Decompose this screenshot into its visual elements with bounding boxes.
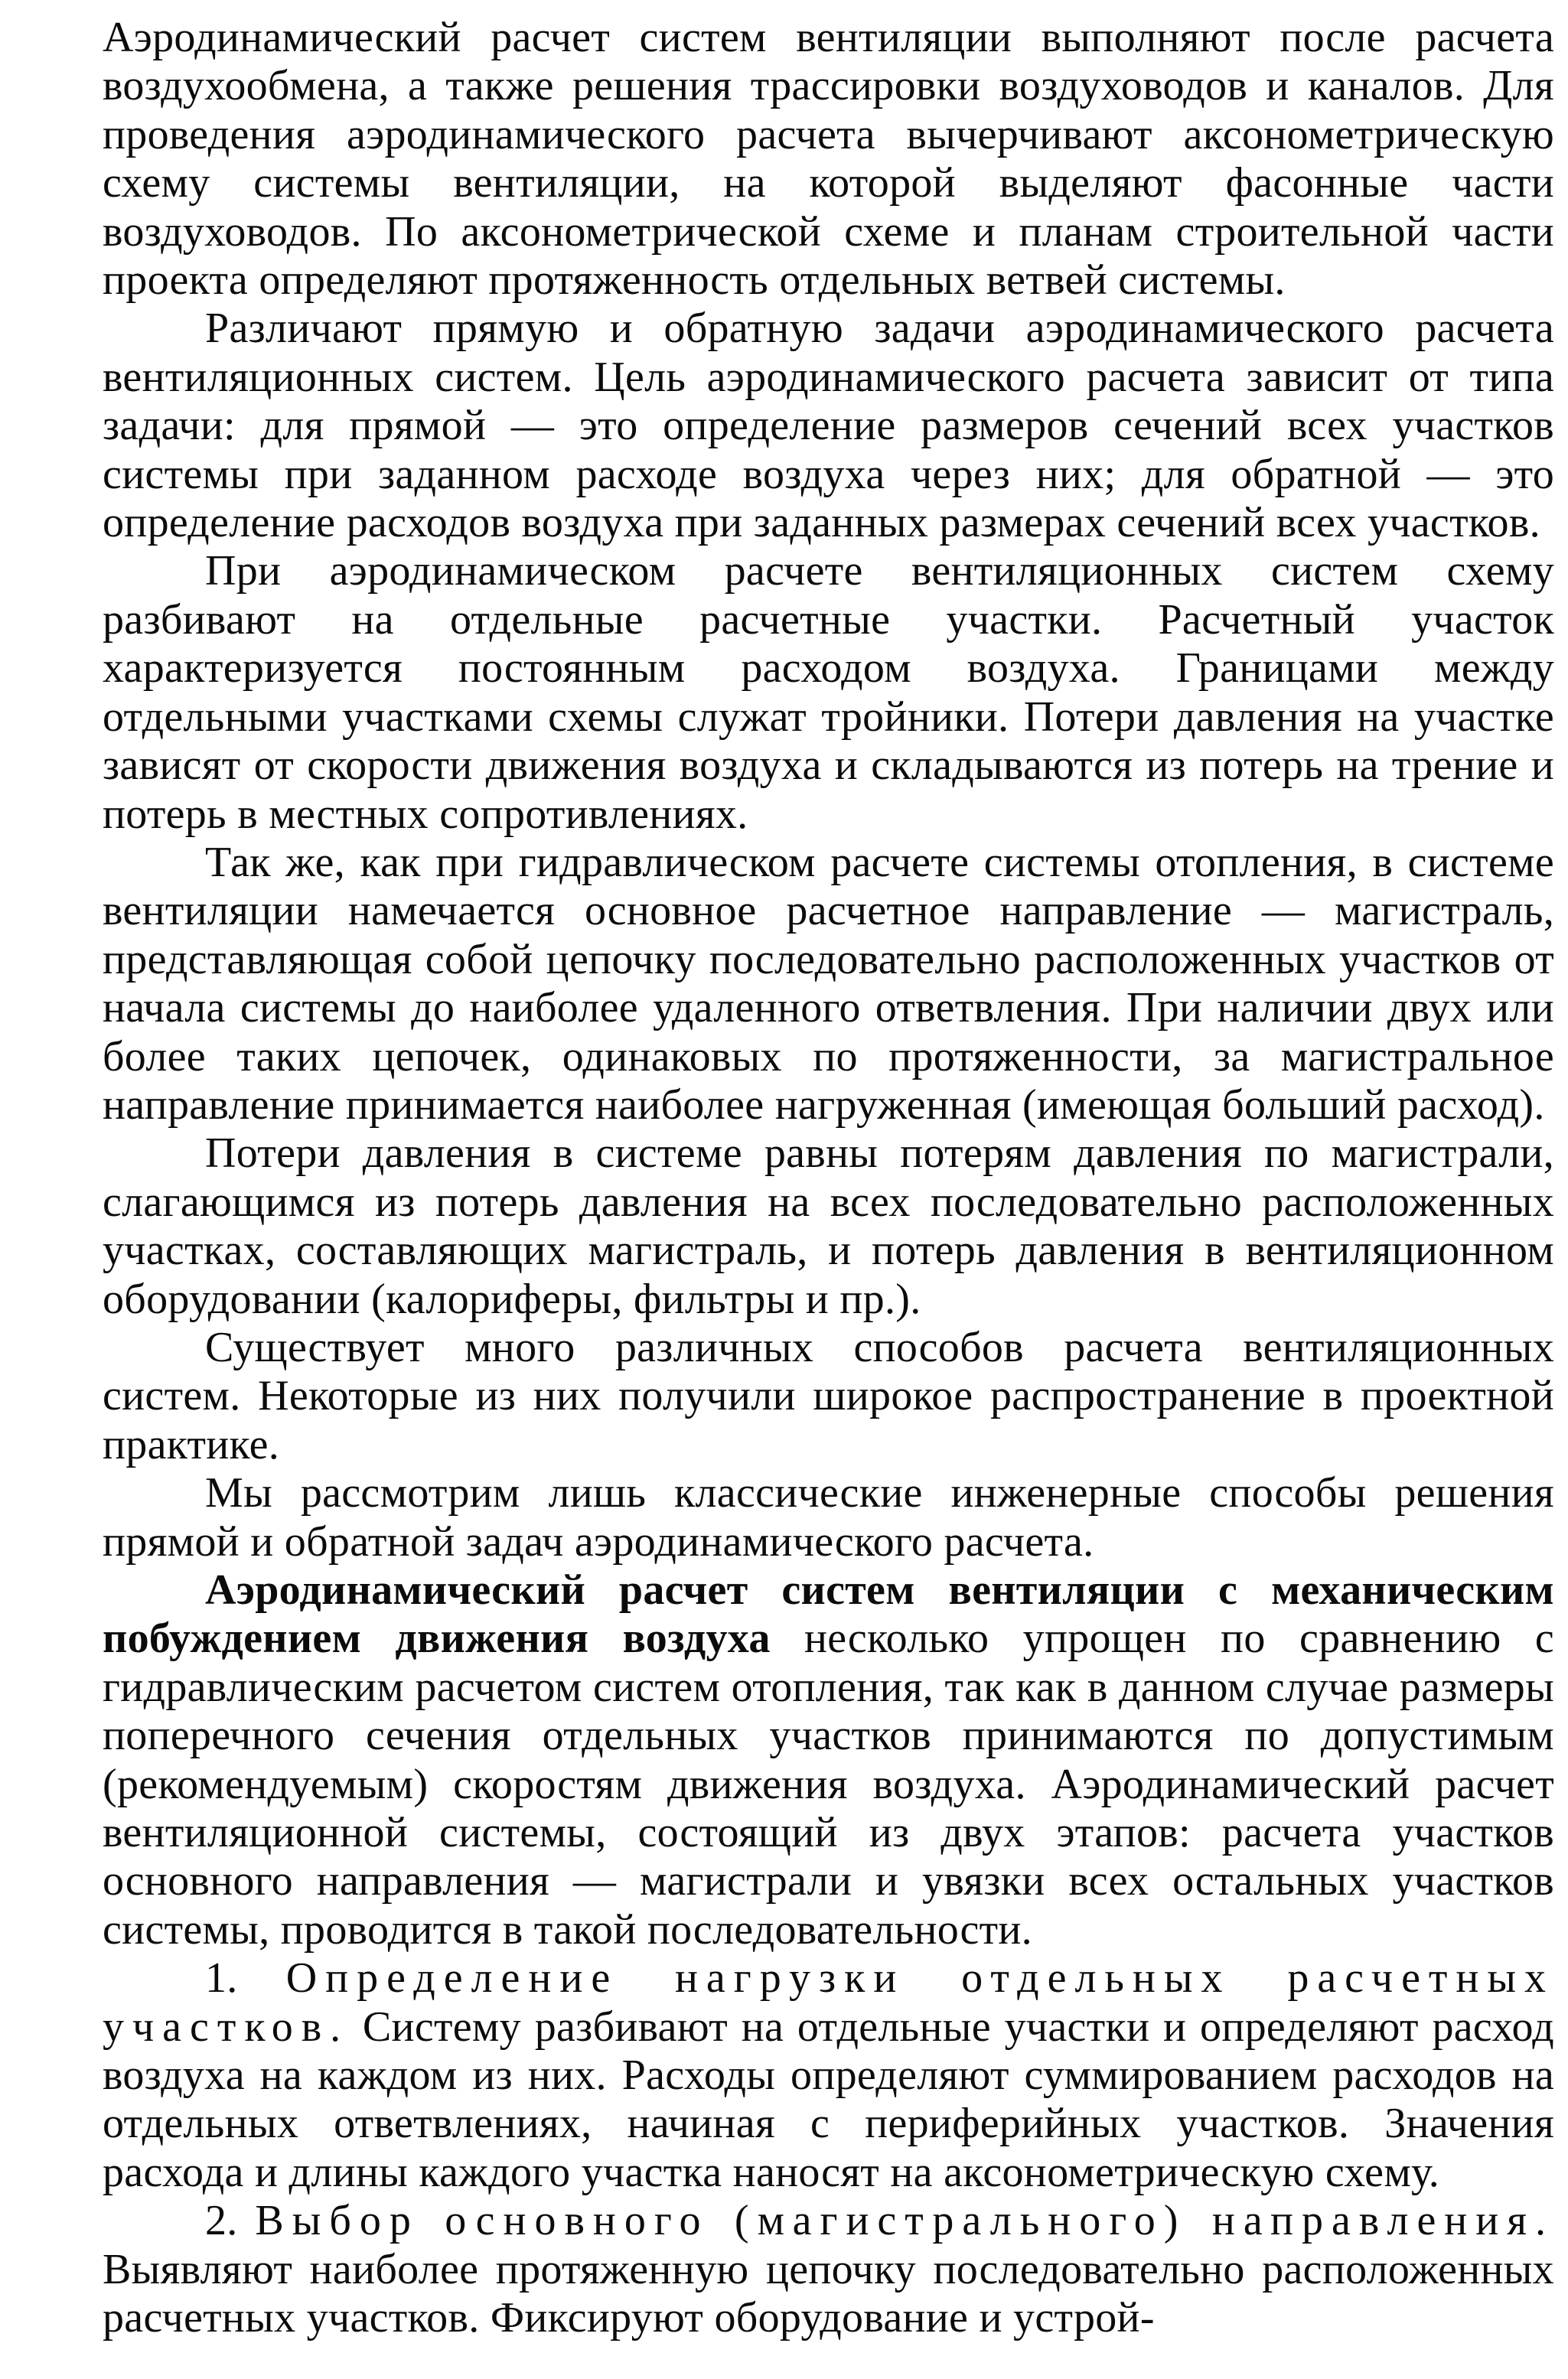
paragraph-pressure-loss [0, 1129, 1554, 1324]
paragraph-mechanical-text: несколько упрощен по сравнению с гидравлическим расчетом систем отопления, так как в данном случае размеры поперечного сечения отдельных участков принимаются по допустимым (рекомендуемым) скоростям движения воздуха. Аэродинамический расчет вентиляционной системы, состоящий из двух этапов: расчета участков основного направления — магистрали и увязки всех остальных участков системы, проводится в такой последовательности. [103, 1615, 1554, 1954]
paragraph-sections-text: При аэродинамическом расчете вентиляционных систем схему разбивают на отдельные расчетные участки. Расчетный участок характеризуется постоянным расходом воздуха. Границами между отдельными участками схемы служат тройники. Потери давления на участке зависят от скорости движения воздуха и складываются из потерь на трение и потерь в местных сопротивлениях. [103, 547, 1554, 838]
step-2-text: Выявляют наиболее протяженную цепочку последовательно расположенных расчетных участков. Фиксируют оборудование и устрой- [103, 2245, 1554, 2342]
step-1-number: 1. [205, 1954, 238, 2003]
paragraph-classic [0, 1469, 1554, 1566]
step-2-number: 2. [205, 2197, 238, 2245]
list-item-step-1 [0, 1954, 1554, 2197]
paragraph-sections [0, 547, 1554, 838]
paragraph-mechanical-heading: Аэродинамический расчет систем вентиляции с механическим побуждением движения воздуха [103, 1566, 1554, 1663]
paragraph-methods [0, 1324, 1554, 1469]
paragraph-main-direction [0, 839, 1554, 1129]
paragraph-direct-inverse-text: Различают прямую и обратную задачи аэродинамического расчета вентиляционных систем. Цель аэродинамического расчета зависит от типа задачи: для прямой — это определение размеров сечений всех участков системы при заданном расходе воздуха через них; для обратной — это определение расходов воздуха при заданных размерах сечений всех участков. [103, 305, 1554, 547]
step-1-text: Систему разбивают на отдельные участки и определяют расход воздуха на каждом из них. Расходы определяют суммированием расходов на отдельных ответвлениях, начиная с периферийных участков. Значения расхода и длины каждого участка наносят на аксонометрическую схему. [103, 2003, 1554, 2196]
paragraph-direct-inverse [0, 305, 1554, 547]
paragraph-mechanical [0, 1566, 1554, 1954]
paragraph-methods-text: Существует много различных способов расчета вентиляционных систем. Некоторые из них получили широкое распространение в проектной практике. [103, 1323, 1554, 1468]
paragraph-intro: Аэродинамический расчет систем вентиляции выполняют после расчета воздухообмена, а также решения трассировки воздуховодов и каналов. Для проведения аэродинамического расчета вычерчивают аксонометрическую схему системы вентиляции, на которой выделяют фасонные части воздуховодов. По аксонометрической схеме и планам строительной части проекта определяют протяженность отдельных ветвей системы. [103, 14, 1554, 305]
paragraph-pressure-loss-text: Потери давления в системе равны потерям давления по магистрали, слагающимся из потерь давления на всех последовательно расположенных участках, составляющих магистраль, и потерь давления в вентиляционном оборудовании (калориферы, фильтры и пр.). [103, 1129, 1554, 1323]
step-1-heading: Определение нагрузки отдельных расчетных участков. [103, 1954, 1554, 2051]
step-2-heading: Выбор основного (магистрального) направления. [255, 2197, 1554, 2245]
paragraph-classic-text: Мы рассмотрим лишь классические инженерные способы решения прямой и обратной задач аэродинамического расчета. [103, 1469, 1554, 1566]
paragraph-main-direction-text: Так же, как при гидравлическом расчете системы отопления, в системе вентиляции намечается основное расчетное направление — магистраль, представляющая собой цепочку последовательно расположенных участков от начала системы до наиболее удаленного ответвления. При наличии двух или более таких цепочек, одинаковых по протяженности, за магистральное направление принимается наиболее нагруженная (имеющая больший расход). [103, 838, 1554, 1129]
list-item-step-2 [0, 2197, 1554, 2342]
